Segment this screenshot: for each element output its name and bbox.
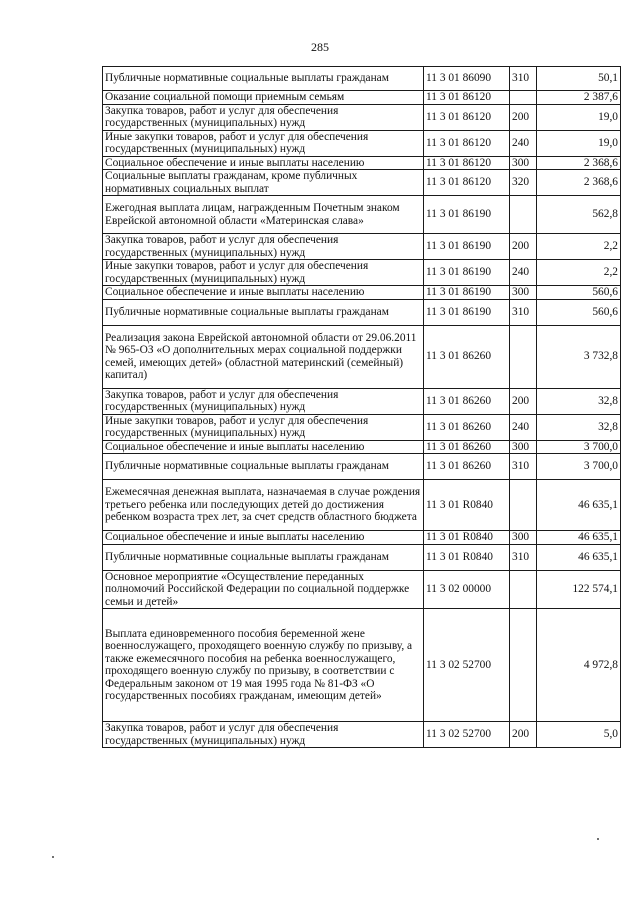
row-type-cell bbox=[510, 91, 537, 105]
row-code-cell: 11 3 01 86120 bbox=[424, 156, 510, 170]
row-amount-cell: 3 700,0 bbox=[537, 440, 621, 454]
row-code-cell: 11 3 01 86190 bbox=[424, 196, 510, 234]
row-code-cell: 11 3 01 R0840 bbox=[424, 544, 510, 570]
row-type-cell bbox=[510, 325, 537, 388]
row-name-cell: Закупка товаров, работ и услуг для обеспечения государственных (муниципальных) нужд bbox=[103, 388, 424, 414]
row-name-cell: Социальное обеспечение и иные выплаты населению bbox=[103, 156, 424, 170]
row-code-cell: 11 3 02 52700 bbox=[424, 722, 510, 748]
row-name-cell: Ежегодная выплата лицам, награжденным Почетным знаком Еврейской автономной области «Материнская слава» bbox=[103, 196, 424, 234]
row-type-cell bbox=[510, 196, 537, 234]
row-name-cell: Реализация закона Еврейской автономной области от 29.06.2011 № 965-ОЗ «О дополнительных мерах социальной поддержки семей, имеющих детей» (областной материнский (семейный) капитал) bbox=[103, 325, 424, 388]
row-code-cell: 11 3 01 86120 bbox=[424, 130, 510, 156]
row-amount-cell: 3 732,8 bbox=[537, 325, 621, 388]
row-type-cell: 300 bbox=[510, 286, 537, 300]
row-code-cell: 11 3 01 86190 bbox=[424, 260, 510, 286]
row-type-cell: 240 bbox=[510, 130, 537, 156]
row-amount-cell: 3 700,0 bbox=[537, 454, 621, 480]
row-type-cell: 200 bbox=[510, 234, 537, 260]
row-name-cell: Социальное обеспечение и иные выплаты населению bbox=[103, 440, 424, 454]
table-row bbox=[103, 325, 621, 388]
budget-table bbox=[102, 66, 621, 748]
row-name-cell: Закупка товаров, работ и услуг для обеспечения государственных (муниципальных) нужд bbox=[103, 722, 424, 748]
row-amount-cell: 50,1 bbox=[537, 67, 621, 91]
row-amount-cell: 46 635,1 bbox=[537, 531, 621, 545]
table-row bbox=[103, 170, 621, 196]
row-code-cell: 11 3 01 86260 bbox=[424, 388, 510, 414]
row-name-cell: Основное мероприятие «Осуществление переданных полномочий Российской Федерации по социальной поддержке семьи и детей» bbox=[103, 570, 424, 609]
row-name-cell: Социальное обеспечение и иные выплаты населению bbox=[103, 286, 424, 300]
table-row bbox=[103, 480, 621, 531]
page-number: 285 bbox=[311, 40, 329, 54]
row-name-cell: Оказание социальной помощи приемным семьям bbox=[103, 91, 424, 105]
budget-table-body bbox=[103, 67, 621, 748]
row-name-cell: Ежемесячная денежная выплата, назначаемая в случае рождения третьего ребенка или последующих детей до достижения ребенком возраста трех лет, за счет средств областного бюджета bbox=[103, 480, 424, 531]
row-amount-cell: 2 368,6 bbox=[537, 156, 621, 170]
row-amount-cell: 46 635,1 bbox=[537, 480, 621, 531]
row-code-cell: 11 3 01 86120 bbox=[424, 170, 510, 196]
row-amount-cell: 32,8 bbox=[537, 414, 621, 440]
scan-speck bbox=[52, 856, 54, 858]
scan-speck bbox=[597, 838, 599, 840]
row-type-cell bbox=[510, 609, 537, 722]
row-amount-cell: 560,6 bbox=[537, 286, 621, 300]
table-row bbox=[103, 91, 621, 105]
row-code-cell: 11 3 01 R0840 bbox=[424, 531, 510, 545]
table-row bbox=[103, 130, 621, 156]
row-name-cell: Закупка товаров, работ и услуг для обеспечения государственных (муниципальных) нужд bbox=[103, 234, 424, 260]
table-row bbox=[103, 570, 621, 609]
row-name-cell: Социальные выплаты гражданам, кроме публичных нормативных социальных выплат bbox=[103, 170, 424, 196]
table-row bbox=[103, 104, 621, 130]
row-type-cell: 310 bbox=[510, 454, 537, 480]
table-row bbox=[103, 234, 621, 260]
row-type-cell: 200 bbox=[510, 104, 537, 130]
row-name-cell: Выплата единовременного пособия беременной жене военнослужащего, проходящего военную службу по призыву, а также ежемесячного пособия на ребенка военнослужащего, проходящего военную службу по призыву, в соответствии с Федеральным законом от 19 мая 1995 года № 81-ФЗ «О государственных пособиях гражданам, имеющим детей» bbox=[103, 609, 424, 722]
row-type-cell bbox=[510, 570, 537, 609]
row-code-cell: 11 3 01 R0840 bbox=[424, 480, 510, 531]
table-row bbox=[103, 609, 621, 722]
row-code-cell: 11 3 01 86190 bbox=[424, 286, 510, 300]
row-code-cell: 11 3 01 86260 bbox=[424, 454, 510, 480]
row-amount-cell: 32,8 bbox=[537, 388, 621, 414]
row-amount-cell: 19,0 bbox=[537, 130, 621, 156]
row-name-cell: Закупка товаров, работ и услуг для обеспечения государственных (муниципальных) нужд bbox=[103, 104, 424, 130]
table-row bbox=[103, 722, 621, 748]
row-amount-cell: 2,2 bbox=[537, 260, 621, 286]
row-name-cell: Публичные нормативные социальные выплаты гражданам bbox=[103, 67, 424, 91]
row-type-cell: 320 bbox=[510, 170, 537, 196]
row-type-cell: 300 bbox=[510, 156, 537, 170]
row-type-cell: 310 bbox=[510, 544, 537, 570]
row-type-cell: 200 bbox=[510, 388, 537, 414]
table-row bbox=[103, 286, 621, 300]
row-amount-cell: 5,0 bbox=[537, 722, 621, 748]
row-code-cell: 11 3 01 86260 bbox=[424, 440, 510, 454]
row-code-cell: 11 3 01 86190 bbox=[424, 299, 510, 325]
row-type-cell: 300 bbox=[510, 440, 537, 454]
row-code-cell: 11 3 01 86120 bbox=[424, 91, 510, 105]
row-amount-cell: 4 972,8 bbox=[537, 609, 621, 722]
row-code-cell: 11 3 01 86190 bbox=[424, 234, 510, 260]
table-row bbox=[103, 531, 621, 545]
row-type-cell: 200 bbox=[510, 722, 537, 748]
table-row bbox=[103, 388, 621, 414]
row-amount-cell: 19,0 bbox=[537, 104, 621, 130]
row-code-cell: 11 3 01 86090 bbox=[424, 67, 510, 91]
table-row bbox=[103, 544, 621, 570]
row-name-cell: Иные закупки товаров, работ и услуг для обеспечения государственных (муниципальных) нужд bbox=[103, 260, 424, 286]
row-amount-cell: 560,6 bbox=[537, 299, 621, 325]
table-row bbox=[103, 156, 621, 170]
row-type-cell: 310 bbox=[510, 299, 537, 325]
row-type-cell: 240 bbox=[510, 260, 537, 286]
row-name-cell: Социальное обеспечение и иные выплаты населению bbox=[103, 531, 424, 545]
table-row bbox=[103, 454, 621, 480]
table-row bbox=[103, 414, 621, 440]
row-type-cell: 310 bbox=[510, 67, 537, 91]
row-type-cell: 240 bbox=[510, 414, 537, 440]
row-name-cell: Публичные нормативные социальные выплаты гражданам bbox=[103, 544, 424, 570]
row-name-cell: Иные закупки товаров, работ и услуг для обеспечения государственных (муниципальных) нужд bbox=[103, 130, 424, 156]
row-name-cell: Публичные нормативные социальные выплаты гражданам bbox=[103, 454, 424, 480]
row-amount-cell: 46 635,1 bbox=[537, 544, 621, 570]
row-name-cell: Публичные нормативные социальные выплаты гражданам bbox=[103, 299, 424, 325]
row-amount-cell: 2,2 bbox=[537, 234, 621, 260]
row-amount-cell: 2 368,6 bbox=[537, 170, 621, 196]
row-amount-cell: 562,8 bbox=[537, 196, 621, 234]
row-code-cell: 11 3 02 52700 bbox=[424, 609, 510, 722]
table-row bbox=[103, 299, 621, 325]
row-amount-cell: 2 387,6 bbox=[537, 91, 621, 105]
row-name-cell: Иные закупки товаров, работ и услуг для обеспечения государственных (муниципальных) нужд bbox=[103, 414, 424, 440]
table-row bbox=[103, 196, 621, 234]
row-amount-cell: 122 574,1 bbox=[537, 570, 621, 609]
row-code-cell: 11 3 01 86120 bbox=[424, 104, 510, 130]
row-code-cell: 11 3 01 86260 bbox=[424, 325, 510, 388]
row-type-cell bbox=[510, 480, 537, 531]
row-code-cell: 11 3 02 00000 bbox=[424, 570, 510, 609]
table-row bbox=[103, 440, 621, 454]
row-type-cell: 300 bbox=[510, 531, 537, 545]
row-code-cell: 11 3 01 86260 bbox=[424, 414, 510, 440]
table-row bbox=[103, 260, 621, 286]
table-row bbox=[103, 67, 621, 91]
